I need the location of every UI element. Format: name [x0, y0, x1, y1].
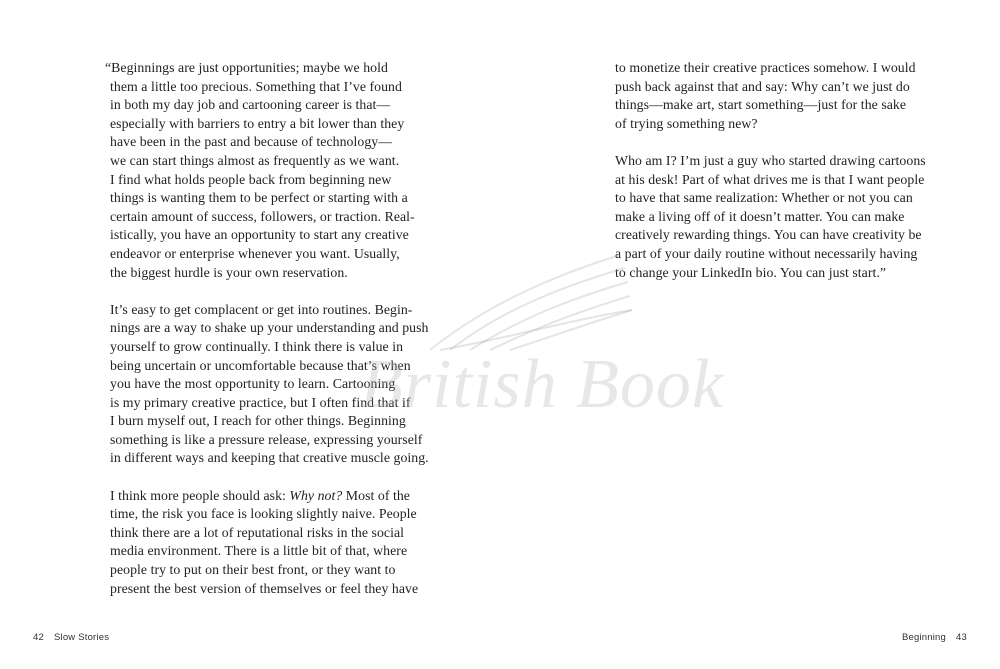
right-footer: [902, 632, 967, 643]
text-line: media environment. There is a little bit of that, where: [110, 543, 408, 559]
paragraph: [615, 59, 916, 133]
right-text-column: [615, 59, 926, 301]
text-line: I burn myself out, I reach for other things. Beginning: [110, 413, 406, 429]
paragraph: [110, 301, 429, 468]
right-page: [500, 0, 1000, 669]
text-line: especially with barriers to entry a bit lower than they: [110, 115, 405, 131]
text-line: istically, you have an opportunity to start any creative: [110, 227, 409, 243]
text-line: them a little too precious. Something that I’ve found: [110, 78, 402, 94]
left-text-column: [105, 59, 429, 617]
text-line: something is like a pressure release, expressing yourself: [110, 431, 423, 447]
text-line: things—make art, start something—just for the sake: [615, 97, 907, 113]
text-line: nings are a way to shake up your understanding and push: [110, 320, 429, 336]
text-line: “Beginnings are just opportunities; maybe we hold: [105, 60, 388, 75]
text-line: of trying something new?: [615, 115, 758, 131]
text-line: present the best version of themselves or feel they have: [110, 580, 419, 596]
text-line: to have that same realization: Whether or not you can: [615, 190, 913, 206]
text-line: a part of your daily routine without necessarily having: [615, 245, 918, 261]
text-line: in both my day job and cartooning career is that—: [110, 97, 391, 113]
text-line: at his desk! Part of what drives me is that I want people: [615, 171, 925, 187]
text-run: I think more people should ask:: [110, 487, 290, 503]
paragraph: [105, 59, 415, 282]
page-number: 43: [956, 632, 967, 643]
emphasis-text: Why not?: [289, 487, 343, 503]
text-line: time, the risk you face is looking slightly naive. People: [110, 506, 417, 522]
text-line: to change your LinkedIn bio. You can just start.”: [615, 264, 887, 280]
text-line: being uncertain or uncomfortable because that’s when: [110, 357, 411, 373]
text-line: we can start things almost as frequently as we want.: [110, 152, 400, 168]
text-line: endeavor or enterprise whenever you want. Usually,: [110, 245, 400, 261]
text-line: [110, 487, 410, 506]
text-line: have been in the past and because of technology—: [110, 134, 393, 150]
paragraph: [615, 152, 926, 282]
running-title: Slow Stories: [53, 632, 110, 643]
text-line: push back against that and say: Why can’t we just do: [615, 78, 910, 94]
text-line: yourself to grow continually. I think there is value in: [110, 338, 404, 354]
left-footer: [33, 632, 109, 643]
paragraph: [110, 487, 419, 599]
text-run: Most of the: [342, 487, 410, 503]
text-line: is my primary creative practice, but I often find that if: [110, 394, 411, 410]
running-title: Beginning: [901, 632, 947, 643]
text-line: things is wanting them to be perfect or starting with a: [110, 190, 408, 206]
text-line: in different ways and keeping that creative muscle going.: [110, 450, 429, 466]
text-line: think there are a lot of reputational risks in the social: [110, 524, 405, 540]
text-line: make a living off of it doesn’t matter. You can make: [615, 208, 905, 224]
text-line: It’s easy to get complacent or get into routines. Begin-: [110, 301, 413, 317]
text-line: certain amount of success, followers, or traction. Real-: [110, 208, 415, 224]
text-line: Who am I? I’m just a guy who started drawing cartoons: [615, 152, 926, 168]
text-line: to monetize their creative practices somehow. I would: [615, 60, 916, 75]
watermark-text: British Book: [360, 346, 724, 423]
text-line: the biggest hurdle is your own reservation.: [110, 264, 348, 280]
text-line: people try to put on their best front, or they want to: [110, 562, 396, 578]
page-number: 42: [33, 632, 44, 643]
text-line: I find what holds people back from beginning new: [110, 171, 392, 187]
text-line: creatively rewarding things. You can have creativity be: [615, 227, 922, 243]
text-line: you have the most opportunity to learn. Cartooning: [110, 376, 396, 392]
